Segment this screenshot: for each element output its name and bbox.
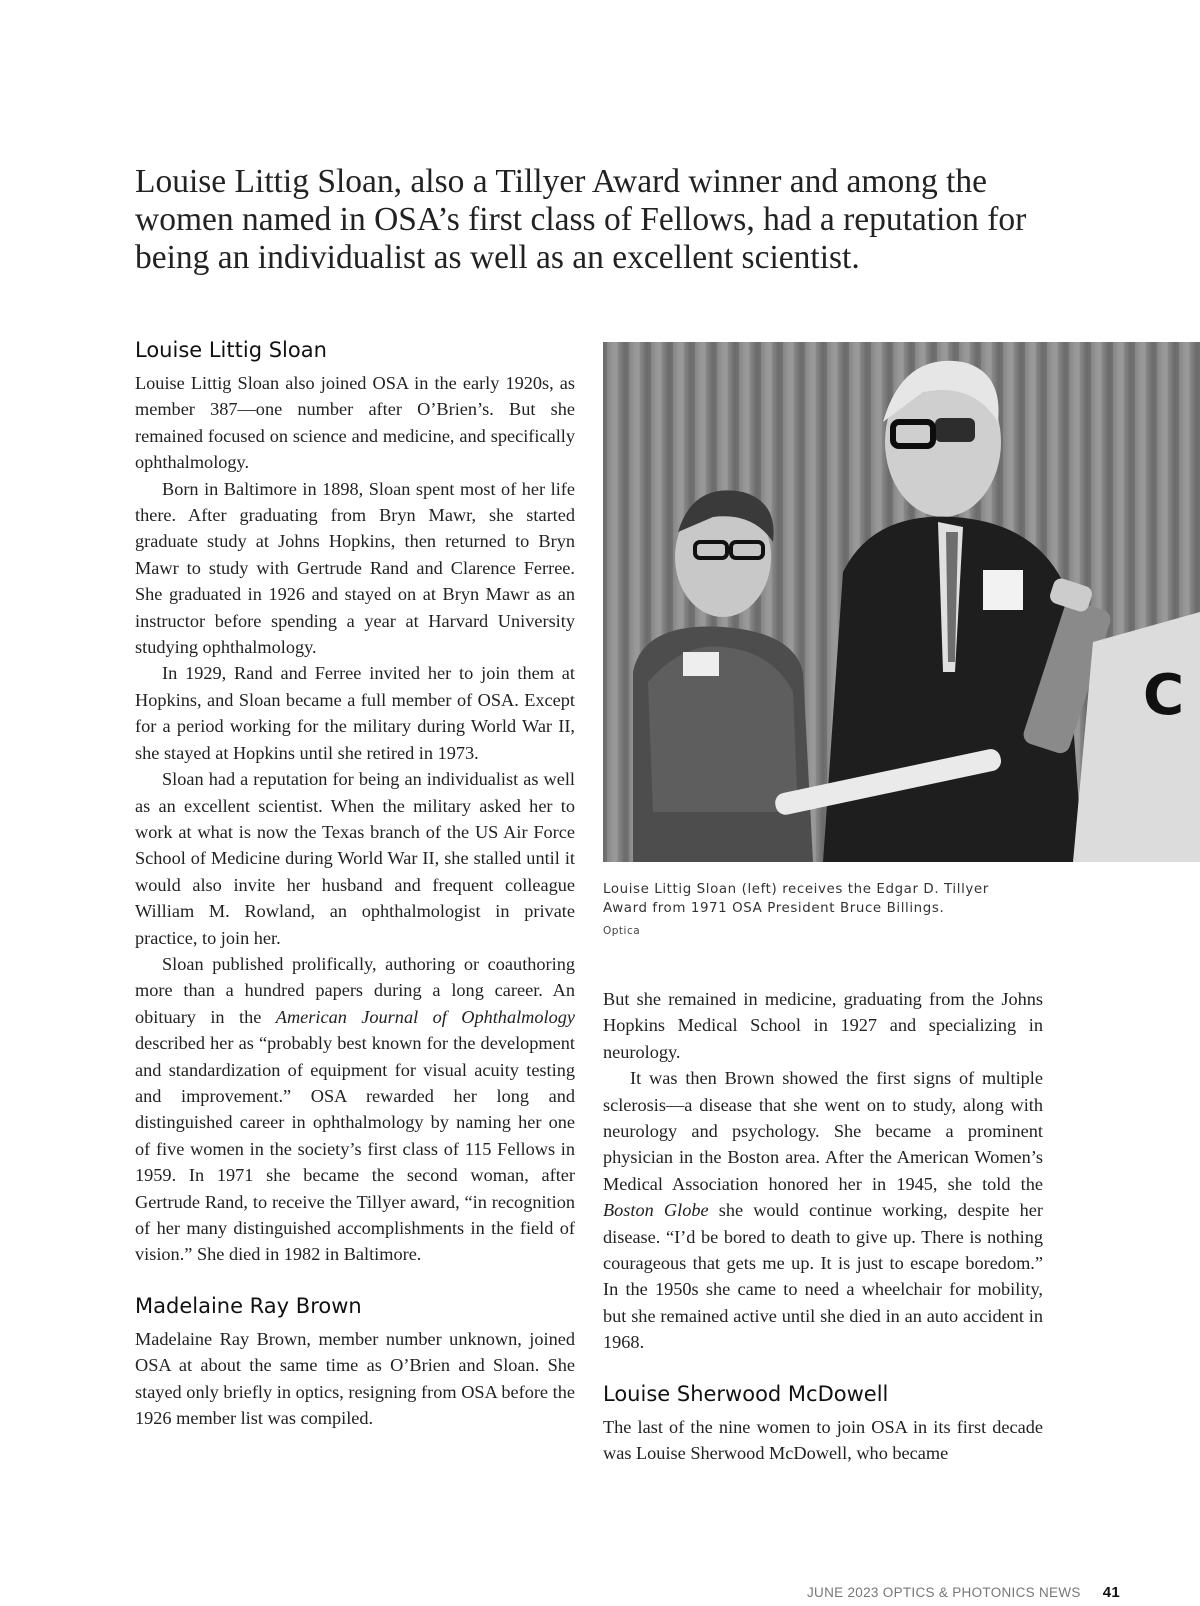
left-column: [135, 336, 575, 1431]
photo-caption: Louise Littig Sloan (left) receives the Edgar D. Tillyer Award from 1971 OSA President Bruce Billings.: [603, 882, 989, 916]
brown-paragraph-1: Madelaine Ray Brown, member number unknown, joined OSA at about the same time as O’Brien and Sloan. She stayed only briefly in optics, resigning from OSA before the 1926 member list was compiled.: [135, 1328, 575, 1429]
pull-quote: Louise Littig Sloan, also a Tillyer Award winner and among the women named in OSA’s first class of Fellows, had a reputation for being an individualist as well as an excellent scientist.: [135, 163, 1027, 276]
photo: [603, 342, 1200, 862]
brown-heading: Madelaine Ray Brown: [135, 1293, 362, 1318]
journal-title: American Journal of Ophthalmology: [275, 1006, 575, 1027]
mcdowell-paragraph-1: The last of the nine women to join OSA in its first decade was Louise Sherwood McDowell, who became: [603, 1416, 1043, 1464]
sloan-paragraph-3: In 1929, Rand and Ferree invited her to join them at Hopkins, and Sloan became a full member of OSA. Except for a period working for the military during World War II, she stayed at Hopkins until she retired in 1973.: [135, 663, 575, 763]
sloan-paragraph-5: [135, 951, 575, 1268]
brown-p3-part-a: It was then Brown showed the first signs of multiple sclerosis—a disease that she went on to study, along with neurology and psychology. She became a prominent physician in the Boston area. After the American Women’s Medical Association honored her in 1945, she told the: [603, 1068, 1043, 1194]
brown-paragraph-3: [603, 1065, 1043, 1355]
footer-issue: JUNE 2023 OPTICS & PHOTONICS NEWS: [806, 1585, 1081, 1600]
page-number: 41: [1102, 1584, 1120, 1601]
sloan-p5-part-b: described her as “probably best known for the development and standardization of equipment for visual acuity testing and improvement.” OSA rewarded her long and distinguished career in ophthalmology by naming her one of five women in the society’s first class of 115 Fellows in 1959. In 1971 she became the second woman, after Gertrude Rand, to receive the Tillyer award, “in recognition of her many distinguished accomplishments in the field of vision.” She died in 1982 in Baltimore.: [135, 1033, 575, 1265]
newspaper-title: Boston Globe: [603, 1200, 709, 1221]
page-footer: [807, 1584, 1120, 1601]
sloan-paragraph-1: Louise Littig Sloan also joined OSA in the early 1920s, as member 387—one number after O’Brien’s. But she remained focused on science and medicine, and specifically ophthalmology.: [135, 373, 575, 473]
sloan-paragraph-4: Sloan had a reputation for being an individualist as well as an excellent scientist. When the military asked her to work at what is now the Texas branch of the US Air Force School of Medicine during World War II, she stalled until it would also invite her husband and frequent colleague William M. Rowland, an ophthalmologist in private practice, to join her.: [135, 769, 575, 948]
sloan-heading: Louise Littig Sloan: [135, 338, 327, 362]
podium-letter: C: [1143, 663, 1185, 728]
sloan-paragraph-2: Born in Baltimore in 1898, Sloan spent most of her life there. After graduating from Bryn Mawr, she started graduate study at Johns Hopkins, then returned to Bryn Mawr to study with Gertrude Rand and Clarence Ferree. She graduated in 1926 and stayed on at Bryn Mawr as an instructor before spending a year at Harvard University studying ophthalmology.: [135, 478, 575, 658]
sloan-p5-part-a: Sloan published prolifically, authoring or coauthoring more than a hundred papers during a long career. An obituary in the: [135, 953, 575, 1027]
photo-credit: Optica: [603, 925, 641, 937]
award-ceremony-photo: [603, 342, 1200, 862]
brown-paragraph-2: But she remained in medicine, graduating from the Johns Hopkins Medical School in 1927 and specializing in neurology.: [603, 989, 1043, 1062]
right-column: [603, 986, 1043, 1467]
brown-p3-part-b: she would continue working, despite her disease. “I’d be bored to death to give up. There is nothing courageous that gets me up. It is just to escape boredom.” In the 1950s she came to need a wheelchair for mobility, but she remained active until she died in an auto accident in 1968.: [603, 1200, 1043, 1353]
photo-caption-area: [603, 880, 1023, 937]
mcdowell-heading: Louise Sherwood McDowell: [603, 1381, 889, 1406]
